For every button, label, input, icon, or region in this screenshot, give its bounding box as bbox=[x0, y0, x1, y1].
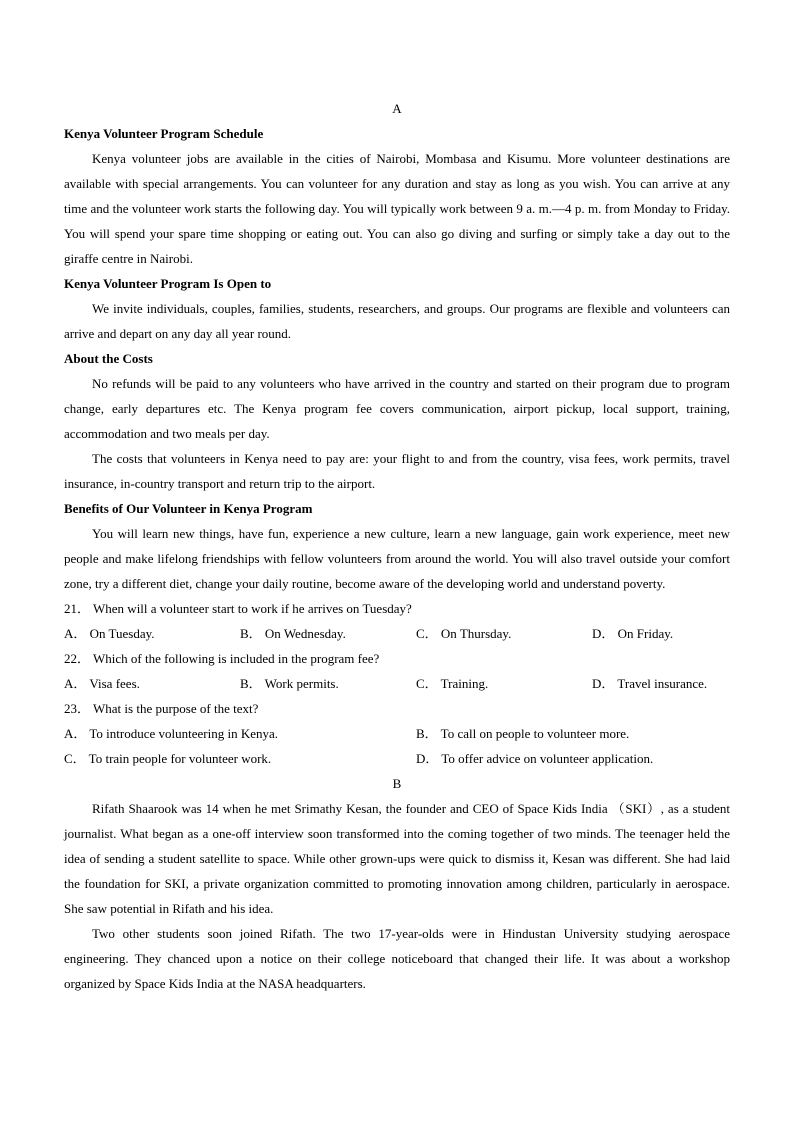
question-stem: 22． Which of the following is included in the program fee? bbox=[64, 651, 380, 666]
option-c: C． On Thursday. bbox=[416, 626, 512, 641]
option-c: C． Training. bbox=[416, 676, 489, 691]
option-a: A． To introduce volunteering in Kenya. bbox=[64, 726, 279, 741]
section-heading: Kenya Volunteer Program Is Open to bbox=[64, 276, 272, 291]
section-open-to bbox=[64, 271, 730, 346]
passage-a-label: A bbox=[392, 101, 402, 116]
question-22 bbox=[64, 646, 730, 696]
paragraph: No refunds will be paid to any volunteers who have arrived in the country and started on their program due to program change, early departures etc. The Kenya program fee covers communication, airport pickup, local support, training, accommodation and two meals per day. bbox=[64, 376, 730, 441]
question-stem: 23． What is the purpose of the text? bbox=[64, 701, 259, 716]
passage-b-body bbox=[64, 796, 730, 996]
section-heading: Benefits of Our Volunteer in Kenya Program bbox=[64, 501, 313, 516]
question-stem: 21． When will a volunteer start to work if he arrives on Tuesday? bbox=[64, 601, 412, 616]
paragraph: Two other students soon joined Rifath. The two 17-year-olds were in Hindustan University studying aerospace engineering. They chanced upon a notice on their college noticeboard that changed their life. It was about a workshop organized by Space Kids India at the NASA headquarters. bbox=[64, 926, 730, 991]
passage-b-label: B bbox=[392, 776, 402, 791]
question-options bbox=[64, 746, 730, 771]
option-a: A． Visa fees. bbox=[64, 676, 140, 691]
exam-page bbox=[64, 96, 730, 996]
section-body bbox=[64, 371, 730, 496]
section-body bbox=[64, 521, 730, 596]
question-options bbox=[64, 671, 730, 696]
section-heading: About the Costs bbox=[64, 351, 153, 366]
question-options bbox=[64, 721, 730, 746]
question-options bbox=[64, 621, 730, 646]
option-d: D． Travel insurance. bbox=[592, 676, 708, 691]
option-c: C． To train people for volunteer work. bbox=[64, 751, 272, 766]
paragraph: Rifath Shaarook was 14 when he met Srimathy Kesan, the founder and CEO of Space Kids India （SKI）, as a student journalist. What began as a one-off interview soon transformed into the coming together of two minds. The teenager held the idea of sending a student satellite to space. While other grown-ups were quick to dismiss it, Kesan was different. She had laid the foundation for SKI, a private organization committed to promoting innovation among children, particularly in aerospace. She saw potential in Rifath and his idea. bbox=[64, 801, 730, 916]
paragraph: The costs that volunteers in Kenya need to pay are: your flight to and from the country, visa fees, work permits, travel insurance, in-country transport and return trip to the airport. bbox=[64, 451, 730, 491]
option-b: B． To call on people to volunteer more. bbox=[416, 726, 630, 741]
section-heading: Kenya Volunteer Program Schedule bbox=[64, 126, 264, 141]
question-23 bbox=[64, 696, 730, 771]
option-b: B． On Wednesday. bbox=[240, 626, 346, 641]
section-body bbox=[64, 146, 730, 271]
section-schedule bbox=[64, 121, 730, 271]
paragraph: Kenya volunteer jobs are available in the cities of Nairobi, Mombasa and Kisumu. More volunteer destinations are available with special arrangements. You can volunteer for any duration and stay as long as you wish. You can arrive at any time and the volunteer work starts the following day. You will typically work between 9 a. m.—4 p. m. from Monday to Friday. You will spend your spare time shopping or eating out. You can also go diving and surfing or simply take a day out to the giraffe centre in Nairobi. bbox=[64, 151, 730, 266]
option-b: B． Work permits. bbox=[240, 676, 339, 691]
paragraph: You will learn new things, have fun, experience a new culture, learn a new language, gain work experience, meet new people and make lifelong friendships with fellow volunteers from around the world. You will also travel outside your comfort zone, try a different diet, change your daily routine, become aware of the developing world and understand poverty. bbox=[64, 526, 730, 591]
paragraph: We invite individuals, couples, families, students, researchers, and groups. Our programs are flexible and volunteers can arrive and depart on any day all year round. bbox=[64, 301, 730, 341]
section-costs bbox=[64, 346, 730, 496]
option-d: D． To offer advice on volunteer application. bbox=[416, 751, 654, 766]
section-benefits bbox=[64, 496, 730, 596]
option-d: D． On Friday. bbox=[592, 626, 674, 641]
option-a: A． On Tuesday. bbox=[64, 626, 155, 641]
section-body bbox=[64, 296, 730, 346]
question-21 bbox=[64, 596, 730, 646]
